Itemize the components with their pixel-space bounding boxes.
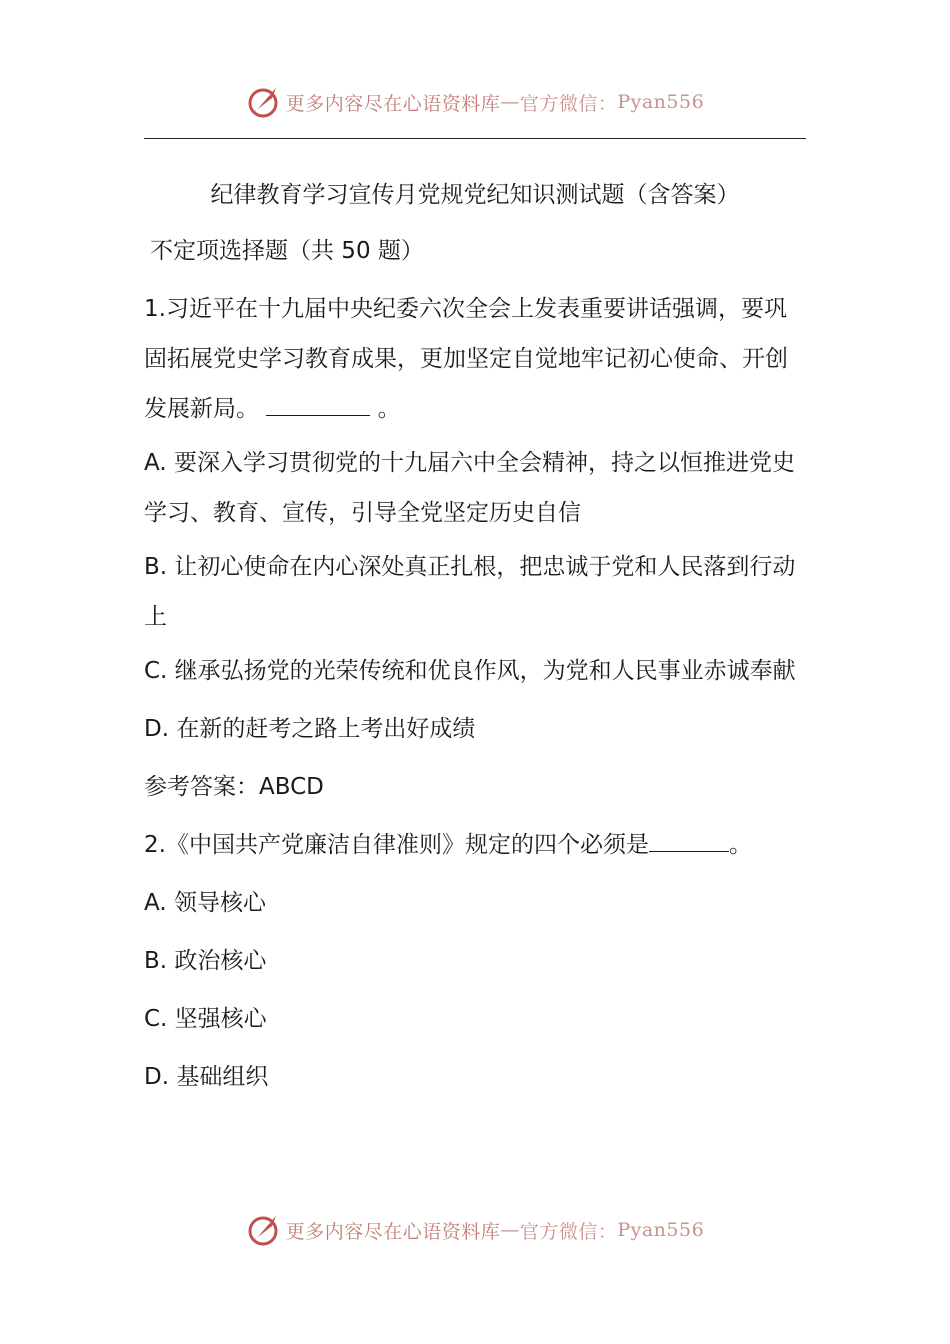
- watermark-banner-bottom: [0, 1210, 950, 1250]
- question-1-option-d: D. 在新的赶考之路上考出好成绩: [144, 716, 476, 742]
- watermark-banner-top: [0, 82, 950, 122]
- watermark-wechat-label: 官方微信：: [519, 92, 618, 115]
- question-1-text: 1.习近平在十九届中央纪委六次全会上发表重要讲话强调，要巩固拓展党史学习教育成果，更加坚定自觉地牢记初心使命、开创发展新局。: [144, 296, 788, 422]
- question-2-option-b: B. 政治核心: [144, 948, 267, 974]
- question-2-option-c: C. 坚强核心: [144, 1006, 267, 1032]
- question-2-blank: [649, 829, 729, 852]
- question-2-text: 2.《中国共产党廉洁自律准则》规定的四个必须是: [144, 832, 649, 858]
- watermark-dash: —: [500, 91, 520, 113]
- document-body: [144, 172, 806, 1106]
- header-divider: [144, 138, 806, 139]
- watermark-text: 更多内容尽在心语资料库: [285, 1220, 501, 1243]
- question-1-option-c: C. 继承弘扬党的光荣传统和优良作风，为党和人民事业赤诚奉献: [144, 658, 796, 684]
- question-2-option-a: A. 领导核心: [144, 890, 266, 916]
- question-1-option-a: A. 要深入学习贯彻党的十九届六中全会精神，持之以恒推进党史学习、教育、宣传，引导全党坚定历史自信: [144, 450, 795, 526]
- section-heading: 不定项选择题（共 50 题）: [150, 238, 424, 264]
- question-2-end: 。: [728, 832, 752, 858]
- question-1-option-b: B. 让初心使命在内心深处真正扎根，把忠诚于党和人民落到行动上: [144, 554, 796, 630]
- quill-logo-icon: [246, 1212, 282, 1248]
- watermark-wechat-id: Pyan556: [617, 1219, 705, 1241]
- watermark-wechat-label: 官方微信：: [519, 1220, 618, 1243]
- question-1-blank: [266, 393, 370, 416]
- question-1-answer: 参考答案：ABCD: [144, 774, 324, 800]
- question-2-option-d: D. 基础组织: [144, 1064, 269, 1090]
- watermark-wechat-id: Pyan556: [617, 91, 705, 113]
- document-title: 纪律教育学习宣传月党规党纪知识测试题（含答案）: [210, 182, 740, 208]
- quill-logo-icon: [246, 84, 282, 120]
- question-1-end: 。: [377, 396, 401, 422]
- watermark-text: 更多内容尽在心语资料库: [285, 92, 501, 115]
- question-2-stem: [144, 816, 806, 874]
- watermark-dash: —: [500, 1219, 520, 1241]
- question-1-stem: [144, 284, 806, 434]
